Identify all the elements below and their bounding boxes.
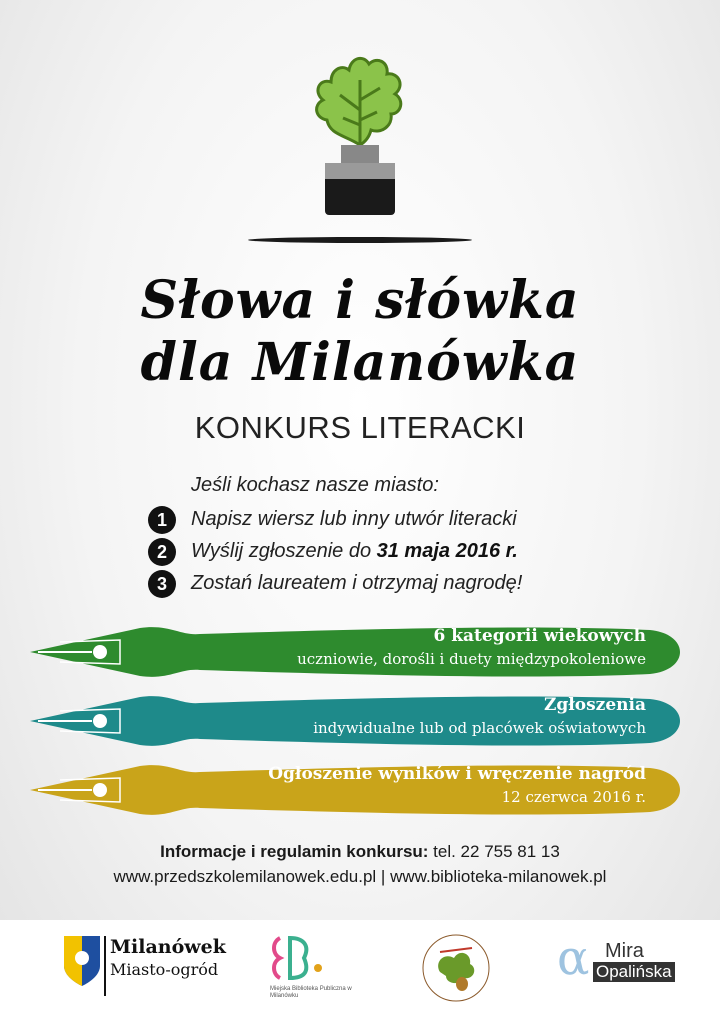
- info-label: Informacje i regulamin konkursu:: [160, 842, 429, 861]
- intro-text: Jeśli kochasz nasze miasto:: [191, 474, 439, 496]
- sponsor-subtitle: Miasto-ogród: [110, 960, 219, 979]
- preschool-name: [420, 1006, 421, 1007]
- pen-subtext: uczniowie, dorośli i duety międzypokoleniowe: [297, 650, 646, 668]
- pen-banner-categories: [30, 620, 690, 684]
- info-line: [0, 842, 720, 862]
- sponsor-name: Milanówek: [110, 936, 226, 958]
- step-text: [191, 540, 518, 563]
- subtitle: KONKURS LITERACKI: [194, 410, 526, 445]
- svg-text:α: α: [557, 932, 590, 984]
- step-text: Zostań laureatem i otrzymaj nagrodę!: [191, 572, 523, 594]
- title-line-2: dla Milanówka: [140, 332, 580, 393]
- step-number: 1: [148, 506, 176, 534]
- pen-heading: Ogłoszenie wyników i wręczenie nagród: [268, 764, 646, 784]
- step-number: 3: [148, 570, 176, 598]
- milanowek-logo: [60, 932, 230, 1006]
- preschool-logo: [420, 932, 510, 1006]
- acorn-badge-icon: [420, 932, 492, 1004]
- mira-name: Mira: [605, 940, 644, 962]
- mira-logo: [555, 932, 675, 1006]
- pen-banner-results: [30, 758, 690, 822]
- step-text-part: Wyślij zgłoszenie do: [191, 540, 377, 562]
- pen-heading: 6 kategorii wiekowych: [433, 626, 646, 646]
- websites-line[interactable]: www.przedszkolemilanowek.edu.pl | www.biblioteka-milanowek.pl: [113, 867, 607, 886]
- pen-banner-submissions: [30, 689, 690, 753]
- logo-divider: [104, 936, 106, 996]
- pen-subtext: 12 czerwca 2016 r.: [501, 788, 646, 806]
- coat-of-arms-icon: [60, 932, 104, 988]
- title-line-1: Słowa i słówka: [140, 270, 580, 331]
- deadline-date: 31 maja 2016 r.: [376, 540, 518, 562]
- mira-subtitle: Opalińska: [593, 962, 675, 982]
- library-name: Miejska Biblioteka Publiczna w Milanówku: [270, 986, 352, 999]
- pen-heading: Zgłoszenia: [543, 695, 646, 715]
- library-logo: [270, 932, 390, 1006]
- sponsors-footer: [0, 920, 720, 1014]
- oak-leaf-inkwell-icon: [245, 40, 475, 260]
- step-number: 2: [148, 538, 176, 566]
- step-text: Napisz wiersz lub inny utwór literacki: [191, 508, 517, 530]
- phone-number[interactable]: tel. 22 755 81 13: [428, 842, 560, 861]
- library-icon: [270, 932, 330, 982]
- pen-subtext: indywidualne lub od placówek oświatowych: [313, 719, 646, 737]
